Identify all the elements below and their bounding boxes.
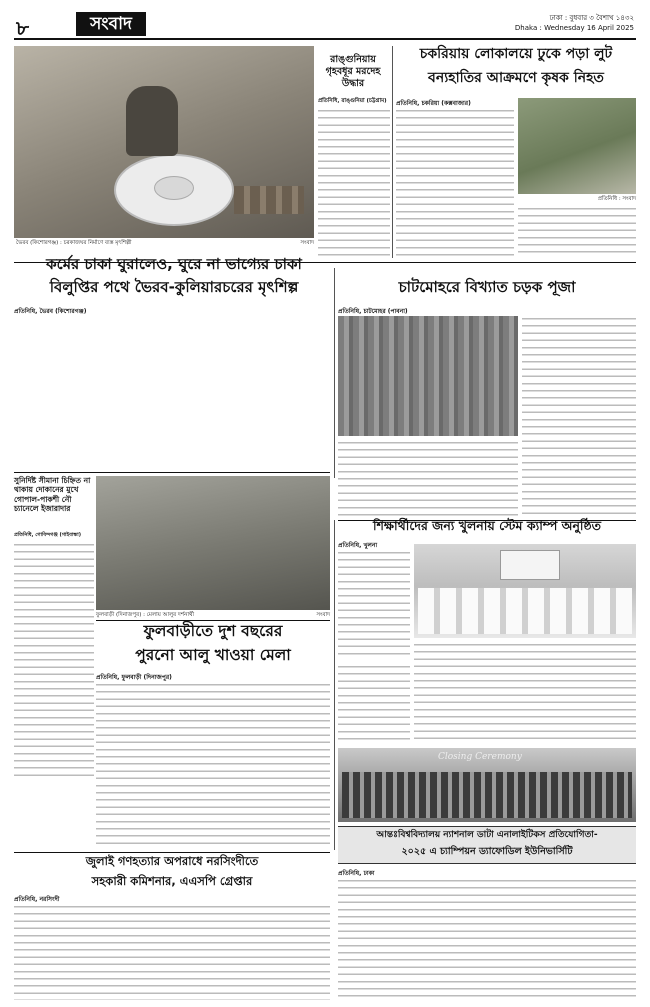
- potter-photo: [14, 46, 314, 238]
- body-found-byline: প্রতিনিধি, রাঙ্গুনিয়া (চট্টগ্রাম): [318, 98, 387, 104]
- potter-photo-credit: সংবাদ: [300, 240, 314, 246]
- fulbari-photo-credit: সংবাদ: [316, 612, 330, 618]
- potter-headline-line1: কর্মের চাকা ঘুরালেও, ঘুরে না ভাগ্যের চাকা: [46, 255, 302, 273]
- group-people: [342, 772, 632, 818]
- fulbari-byline: প্রতিনিধি, ফুলবাড়ী (দিনাজপুর): [96, 674, 172, 681]
- section-divider-5: [14, 852, 330, 853]
- data-analytics-banner: [338, 826, 636, 864]
- chatmohar-text-right: [522, 316, 636, 516]
- chatmohar-byline: প্রতিনিধি, চাটমোহর (পাবনা): [338, 308, 408, 315]
- wheel-hub: [154, 176, 194, 200]
- fulbari-headline-line1: ফুলবাড়ীতে দুশ বছরের: [143, 622, 283, 640]
- narsingdi-headline-line1: জুলাই গণহত্যার অপরাধে নরসিংদীতে: [85, 854, 259, 868]
- clay-pots: [234, 186, 304, 214]
- chakaria-headline-line2: বন্যহাতির আক্রমণে কৃষক নিহত: [428, 70, 604, 86]
- section-divider-2: [14, 472, 330, 473]
- narsingdi-byline: প্রতিনিধি, নরসিংদী: [14, 896, 60, 903]
- chakaria-byline: প্রতিনিধি, চকরিয়া (কক্সবাজার): [396, 100, 471, 107]
- screen: [500, 550, 560, 580]
- column-divider-2: [334, 268, 335, 478]
- page-number: ৮: [16, 16, 29, 40]
- chakaria-headline-line1: চকরিয়ায় লোকালয়ে ঢুকে পড়া লুট: [419, 46, 613, 62]
- chatmohar-text-bottom: [338, 440, 518, 516]
- charak-puja-photo: [338, 316, 518, 436]
- newspaper-logo: সংবাদ: [76, 12, 146, 36]
- sunamganj-headline: সুনির্দিষ্ট সীমানা চিহ্নিত না থাকায় দোকানের মুখে গোপাল-পাকশী নৌ চ্যানেলে ইজারাদার: [14, 476, 91, 514]
- date-bangla: ঢাকা : বুধবার ৩ বৈশাখ ১৪৩২: [549, 14, 634, 22]
- potter-byline: প্রতিনিধি, ভৈরব (কিশোরগঞ্জ): [14, 308, 87, 315]
- data-analytics-byline: প্রতিনিধি, ঢাকা: [338, 870, 375, 877]
- potter-photo-caption: ভৈরব (কিশোরগঞ্জ) : চরকাজঘর নির্মাণে ব্যস্ত মৃৎশিল্পী: [16, 240, 132, 246]
- body-found-text: [318, 108, 390, 258]
- chatmohar-headline: চাটমোহরে বিখ্যাত চড়ক পূজা: [398, 278, 576, 296]
- chakaria-photo-credit: প্রতিনিধি : সংবাদ: [597, 196, 636, 202]
- dateline: [515, 13, 634, 33]
- chakaria-text-cont: [518, 206, 636, 258]
- column-divider: [392, 46, 393, 258]
- masthead: [14, 10, 636, 40]
- data-analytics-text: [338, 878, 636, 1000]
- banner-backdrop: Closing Ceremony: [438, 752, 522, 762]
- narsingdi-headline-line2: সহকারী কমিশনার, এএসপি গ্রেপ্তার: [91, 874, 253, 888]
- date-english: Dhaka : Wednesday 16 April 2025: [514, 24, 634, 32]
- elephant-victim-photo: [518, 98, 636, 194]
- column-divider-3: [334, 520, 335, 850]
- steam-camp-photo: [414, 544, 636, 638]
- sunamganj-text: [14, 542, 94, 780]
- potter-figure: [126, 86, 178, 156]
- chakaria-text: [396, 108, 514, 258]
- section-divider-4: [96, 620, 330, 621]
- data-analytics-headline-line1: আন্তঃবিশ্ববিদ্যালয় ন্যাশনাল ডাটা এনালাইটিকস প্রতিযোগিতা-: [376, 830, 598, 840]
- narsingdi-text: [14, 904, 330, 1000]
- steam-camp-text-lower: [338, 664, 410, 744]
- data-analytics-photo: [338, 748, 636, 822]
- steam-camp-text: [338, 550, 410, 660]
- steam-camp-headline: শিক্ষার্থীদের জন্য খুলনায় স্টেম ক্যাম্প অনুষ্ঠিত: [372, 518, 602, 533]
- fulbari-text: [96, 682, 330, 848]
- students-row: [418, 588, 632, 634]
- fulbari-fair-photo: [96, 476, 330, 610]
- fulbari-photo-caption: ফুলবাড়ী (দিনাজপুর) : মেলায় আলুর দর্শনার্থী: [96, 612, 195, 618]
- steam-camp-text-cont: [414, 642, 636, 742]
- steam-camp-byline: প্রতিনিধি, খুলনা: [338, 542, 378, 549]
- sunamganj-byline: প্রতিনিধি, গোবিন্দগঞ্জ (গাইবান্ধা): [14, 532, 82, 538]
- data-analytics-headline-line2: ২০২৫ এ চ্যাম্পিয়ন ড্যাফোডিল ইউনিভার্সিটি: [401, 846, 573, 857]
- potter-text: [14, 316, 330, 468]
- body-found-headline: রাঙ্গুনিয়ায় গৃহবধূর মরদেহ উদ্ধার: [325, 54, 381, 89]
- fulbari-headline-line2: পুরনো আলু খাওয়া মেলা: [135, 646, 291, 664]
- potter-headline-line2: বিলুপ্তির পথে ভৈরব-কুলিয়ারচরের মৃৎশিল্প: [49, 278, 299, 296]
